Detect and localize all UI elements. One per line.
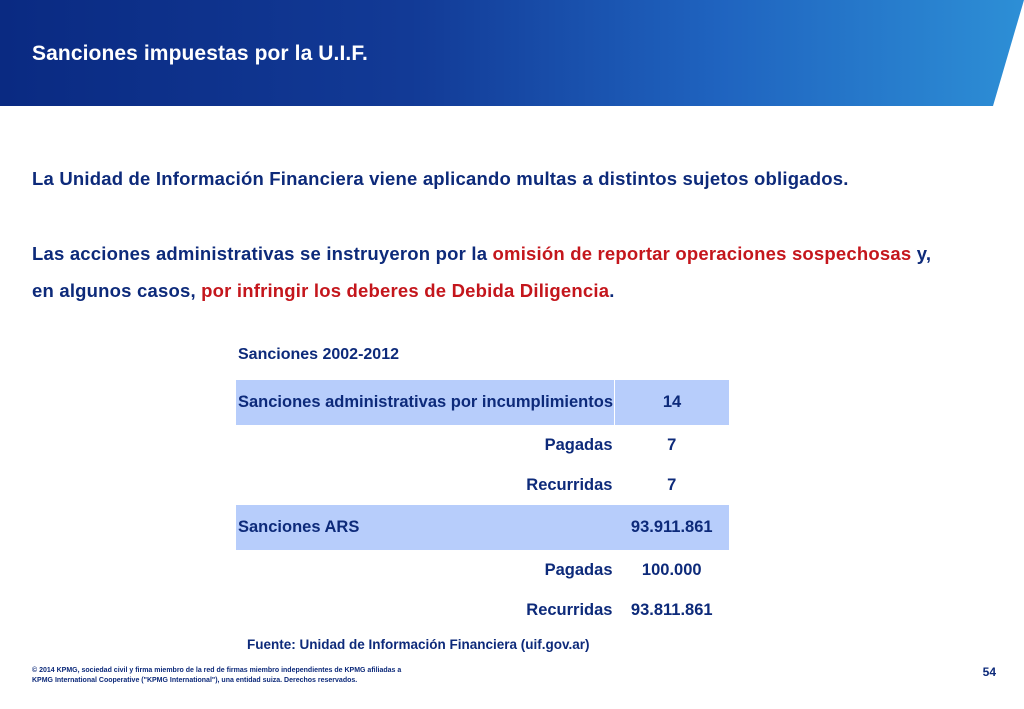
actions-paragraph [32, 235, 932, 309]
row-label: Recurridas [526, 600, 613, 619]
footer-line-1: © 2014 KPMG, sociedad civil y firma miembro de la red de firmas miembro independientes de KPMG afiliadas a [32, 667, 402, 674]
para2-text-3: . [609, 280, 615, 301]
page-title: Sanciones impuestas por la U.I.F. [32, 42, 368, 65]
group-label: Sanciones administrativas por incumplimientos [236, 380, 615, 425]
row-label: Pagadas [544, 435, 613, 454]
row-label: Recurridas [526, 475, 613, 494]
para2-text-2: y, en algunos casos, [32, 243, 932, 301]
table-group-header [236, 380, 729, 425]
intro-paragraph: La Unidad de Información Financiera viene aplicando multas a distintos sujetos obligados. [32, 168, 849, 189]
sanctions-table [236, 380, 729, 630]
table-row [236, 425, 729, 465]
table-row [236, 465, 729, 505]
row-label: Pagadas [544, 560, 613, 579]
table-caption: Sanciones 2002-2012 [238, 346, 399, 363]
row-value: 7 [667, 475, 677, 494]
row-value: 100.000 [641, 560, 702, 579]
group-value: 14 [615, 380, 730, 425]
table-group-header [236, 505, 729, 550]
page-number: 54 [982, 665, 996, 679]
para2-highlight-2: por infringir los deberes de Debida Diligencia [201, 280, 610, 301]
row-value: 7 [667, 435, 677, 454]
table-row [236, 590, 729, 630]
footer-line-2: KPMG International Cooperative ("KPMG International"), una entidad suiza. Derechos reservados. [32, 677, 358, 684]
para2-text-1: Las acciones administrativas se instruyeron por la [32, 243, 493, 264]
group-value: 93.911.861 [615, 505, 730, 550]
source-note: Fuente: Unidad de Información Financiera (uif.gov.ar) [247, 637, 590, 652]
copyright-footer [32, 666, 401, 686]
para2-highlight-1: omisión de reportar operaciones sospechosas [492, 243, 912, 264]
group-label: Sanciones ARS [236, 505, 615, 550]
row-value: 93.811.861 [630, 600, 713, 619]
table-row [236, 550, 729, 590]
